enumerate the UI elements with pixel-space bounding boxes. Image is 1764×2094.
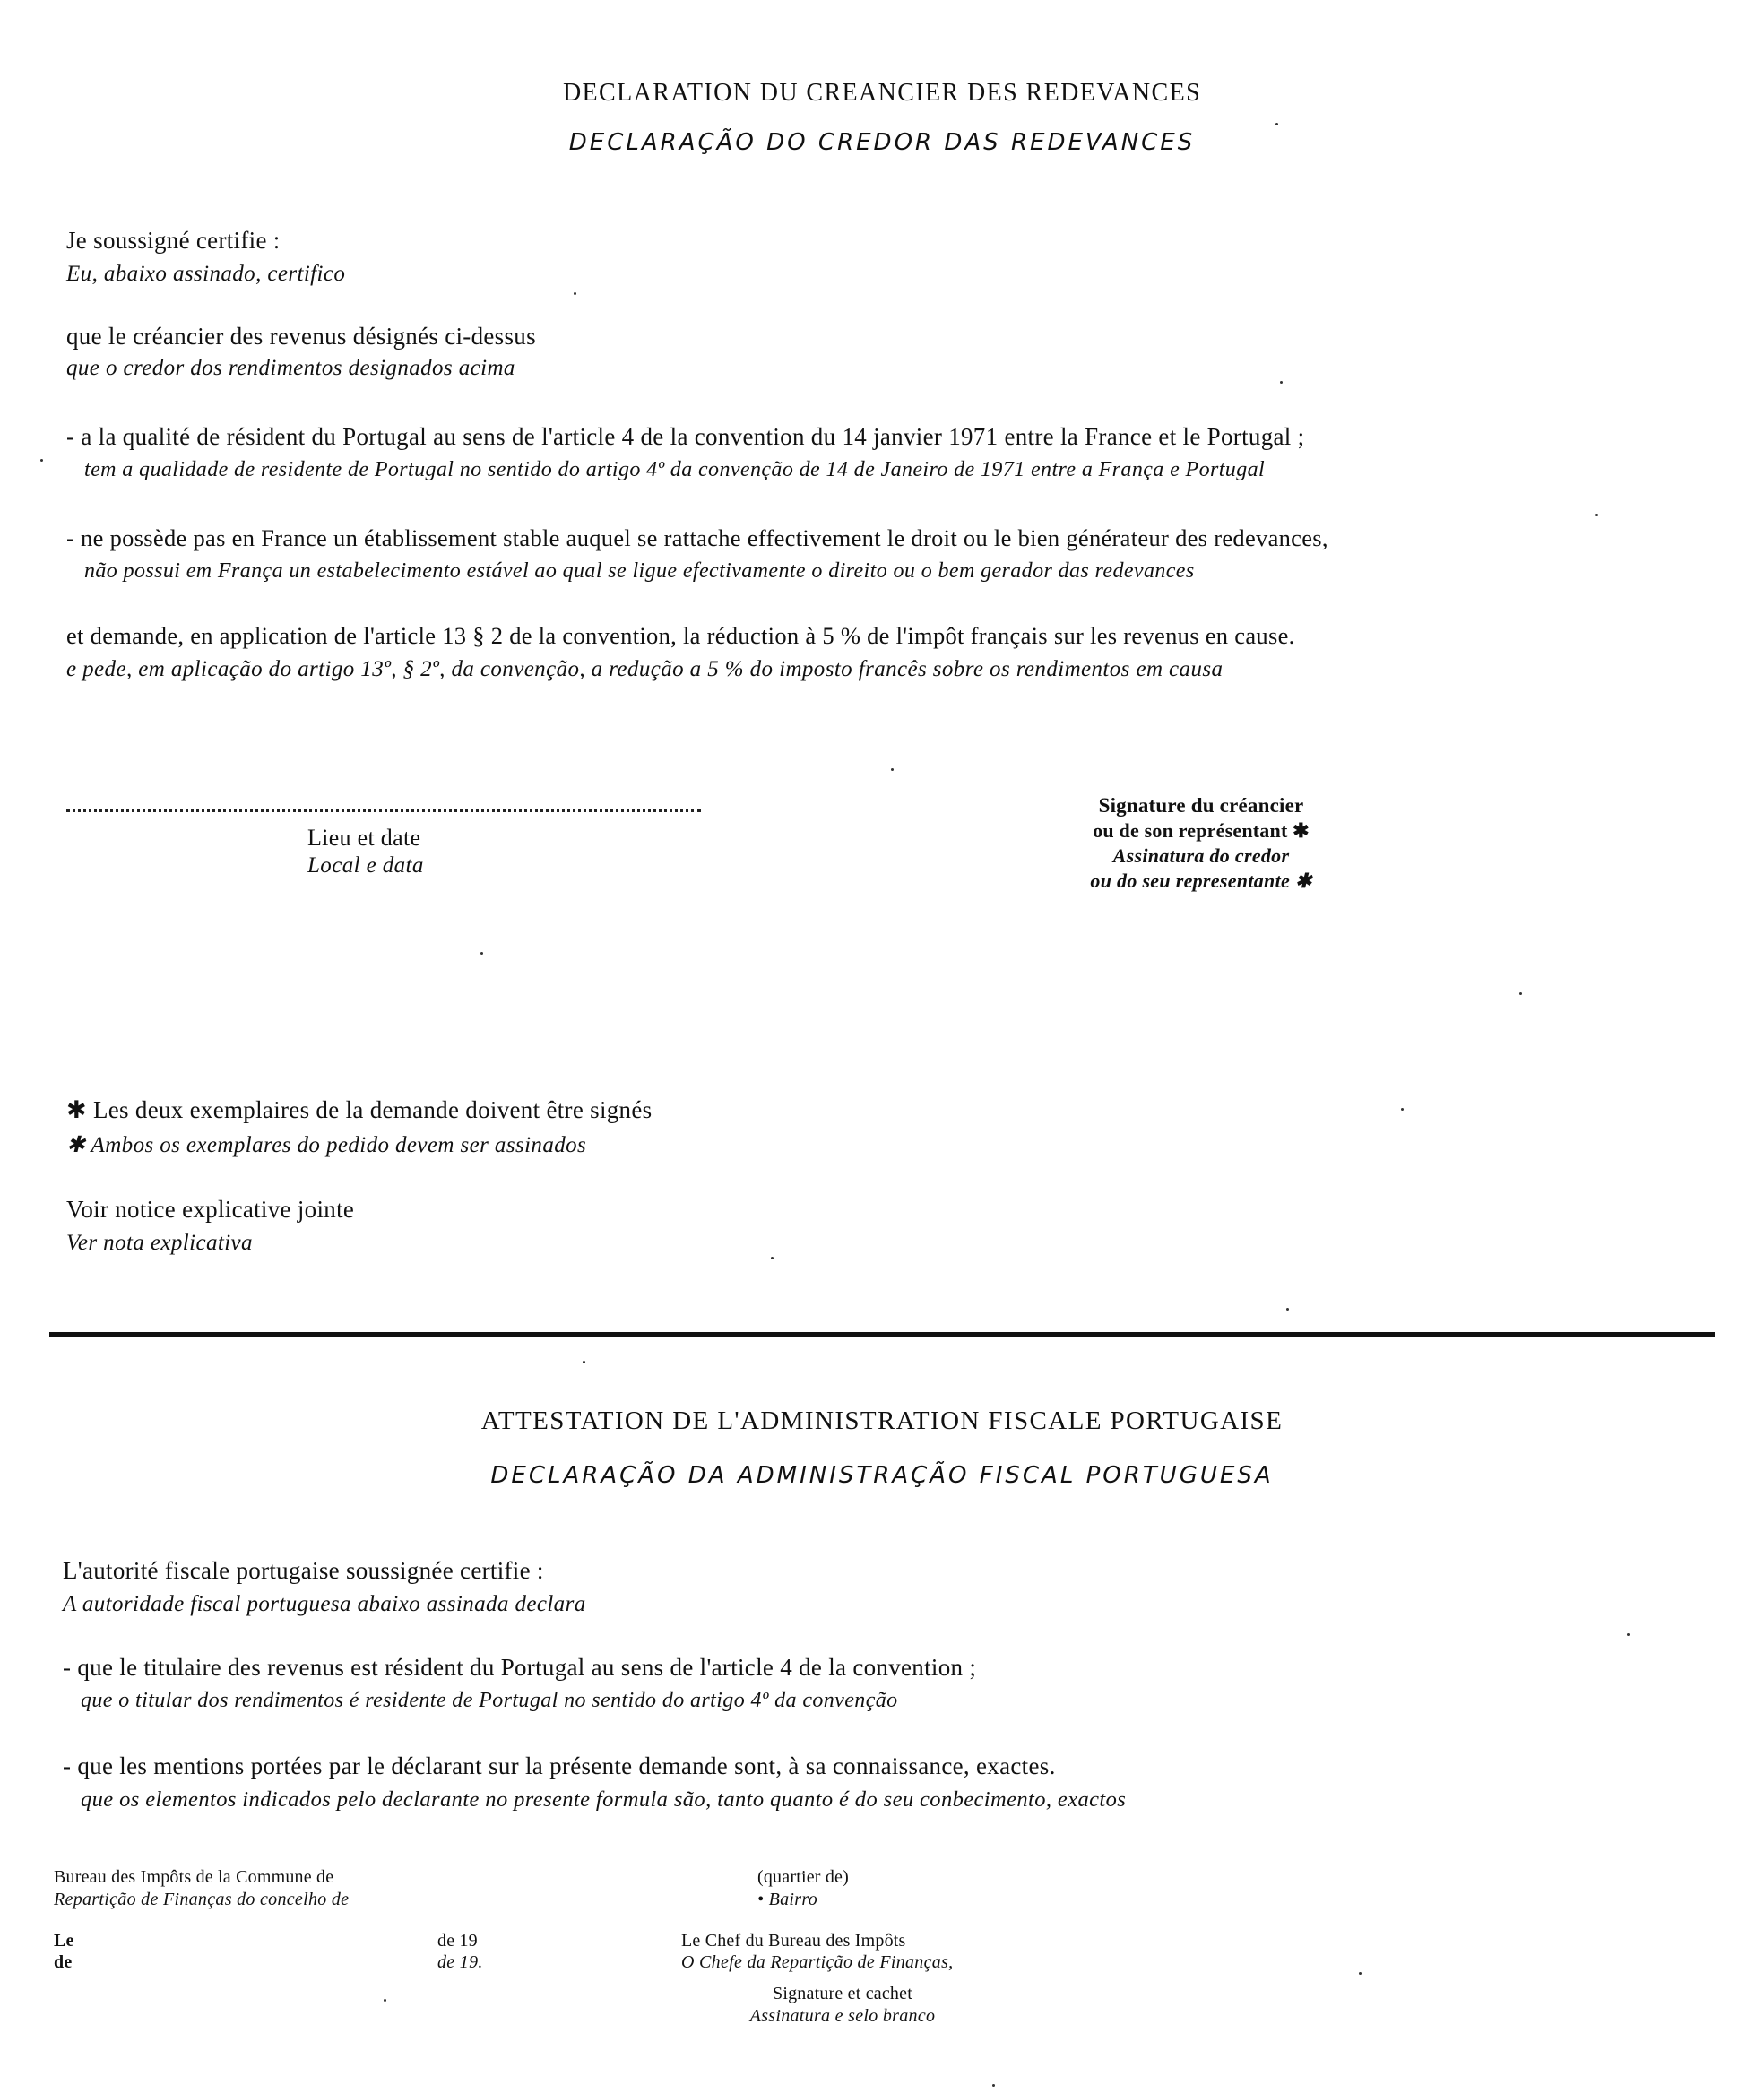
scan-speck bbox=[574, 292, 576, 295]
scan-speck bbox=[1280, 381, 1283, 384]
holder-clause-fr: - que le titulaire des revenus est résident du Portugal au sens de l'article 4 de la convention ; bbox=[63, 1654, 977, 1681]
resident-clause-fr: - a la qualité de résident du Portugal au sens de l'article 4 de la convention du 14 janvier 1971 entre la France et le Portugal ; bbox=[66, 423, 1305, 450]
establishment-clause-fr: - ne possède pas en France un établissement stable auquel se rattache effectivement le droit ou le bien générateur des redevances, bbox=[66, 524, 1328, 551]
scan-speck bbox=[1401, 1108, 1404, 1111]
date-le-label-pt: de bbox=[54, 1952, 73, 1972]
year-label-pt: de 19. bbox=[437, 1952, 483, 1972]
scan-speck bbox=[1359, 1972, 1362, 1975]
scan-speck bbox=[1595, 514, 1598, 516]
bureau-label-fr: Bureau des Impôts de la Commune de bbox=[54, 1867, 334, 1887]
creditor-clause-fr: que le créancier des revenus désignés ci-dessus bbox=[66, 323, 536, 350]
holder-clause-pt: que o titular dos rendimentos é residente de Portugal no sentido do artigo 4º da convenção bbox=[81, 1689, 898, 1712]
scan-speck bbox=[40, 459, 43, 462]
signature-label-fr-1: Signature du créancier bbox=[1098, 794, 1304, 817]
scan-speck bbox=[1627, 1633, 1630, 1636]
administration-title-fr: ATTESTATION DE L'ADMINISTRATION FISCALE PORTUGAISE bbox=[480, 1406, 1284, 1435]
certify-fr: Je soussigné certifie : bbox=[66, 227, 281, 254]
notice-pt: Ver nota explicativa bbox=[66, 1231, 253, 1255]
creditor-signature-block bbox=[1013, 793, 1389, 894]
creditor-title-fr: DECLARATION DU CREANCIER DES REDEVANCES bbox=[562, 79, 1202, 107]
year-label-fr: de 19 bbox=[437, 1931, 478, 1951]
scan-speck bbox=[1286, 1308, 1289, 1311]
scan-speck bbox=[480, 952, 483, 955]
scan-speck bbox=[384, 1999, 386, 2002]
scan-speck bbox=[1519, 992, 1522, 995]
stamp-label-pt: Assinatura e selo branco bbox=[749, 2006, 936, 2026]
creditor-clause-pt: que o credor dos rendimentos designados acima bbox=[66, 356, 515, 380]
quartier-label-pt: • Bairro bbox=[757, 1890, 817, 1909]
place-date-line bbox=[66, 809, 701, 812]
signature-note-fr: ✱ Les deux exemplaires de la demande doivent être signés bbox=[66, 1096, 653, 1123]
scan-speck bbox=[583, 1361, 585, 1363]
chef-label-fr: Le Chef du Bureau des Impôts bbox=[681, 1931, 906, 1951]
bureau-label-pt: Repartição de Finanças do concelho de bbox=[54, 1890, 350, 1909]
signature-label-pt-1: Assinatura do credor bbox=[1112, 844, 1290, 867]
creditor-title-pt: DECLARAÇÃO DO CREDOR DAS REDEVANCES bbox=[568, 129, 1196, 156]
scan-speck bbox=[771, 1257, 774, 1259]
request-clause-pt: e pede, em aplicação do artigo 13º, § 2º, da convenção, a redução a 5 % do imposto francês sobre os rendimentos em causa bbox=[66, 657, 1224, 681]
stamp-label-fr: Signature et cachet bbox=[773, 1984, 912, 2003]
scan-speck bbox=[992, 2084, 995, 2087]
certify-pt: Eu, abaixo assinado, certifico bbox=[66, 262, 346, 286]
resident-clause-pt: tem a qualidade de residente de Portugal no sentido do artigo 4º da convenção de 14 de Janeiro de 1971 entre a França e Portugal bbox=[84, 458, 1266, 481]
chef-label-pt: O Chefe da Repartição de Finanças, bbox=[681, 1952, 954, 1972]
signature-label-fr-2: ou de son représentant ✱ bbox=[1093, 819, 1310, 842]
scan-speck bbox=[891, 768, 894, 771]
signature-label-pt-2: ou do seu representante ✱ bbox=[1090, 870, 1312, 892]
mentions-clause-fr: - que les mentions portées par le déclarant sur la présente demande sont, à sa connaissance, exactes. bbox=[63, 1752, 1056, 1779]
signature-note-pt: ✱ Ambos os exemplares do pedido devem ser assinados bbox=[66, 1133, 587, 1157]
scan-speck bbox=[1275, 123, 1278, 125]
notice-fr: Voir notice explicative jointe bbox=[66, 1196, 355, 1223]
place-date-label-fr: Lieu et date bbox=[307, 825, 421, 851]
administration-title-pt: DECLARAÇÃO DA ADMINISTRAÇÃO FISCAL PORTUGUESA bbox=[490, 1462, 1274, 1489]
date-le-label-fr: Le bbox=[54, 1931, 74, 1951]
establishment-clause-pt: não possui em França un estabelecimento estável ao qual se ligue efectivamente o direito ou o bem gerador das redevances bbox=[84, 559, 1195, 583]
request-clause-fr: et demande, en application de l'article 13 § 2 de la convention, la réduction à 5 % de l'impôt français sur les revenus en cause. bbox=[66, 622, 1295, 649]
quartier-label-fr: (quartier de) bbox=[757, 1867, 849, 1887]
place-date-label-pt: Local e data bbox=[307, 853, 424, 878]
mentions-clause-pt: que os elementos indicados pelo declarante no presente formula são, tanto quanto é do seu conbecimento, exactos bbox=[81, 1787, 1127, 1812]
authority-fr: L'autorité fiscale portugaise soussignée certifie : bbox=[63, 1557, 544, 1584]
authority-pt: A autoridade fiscal portuguesa abaixo assinada declara bbox=[63, 1592, 586, 1616]
section-divider bbox=[49, 1332, 1715, 1337]
